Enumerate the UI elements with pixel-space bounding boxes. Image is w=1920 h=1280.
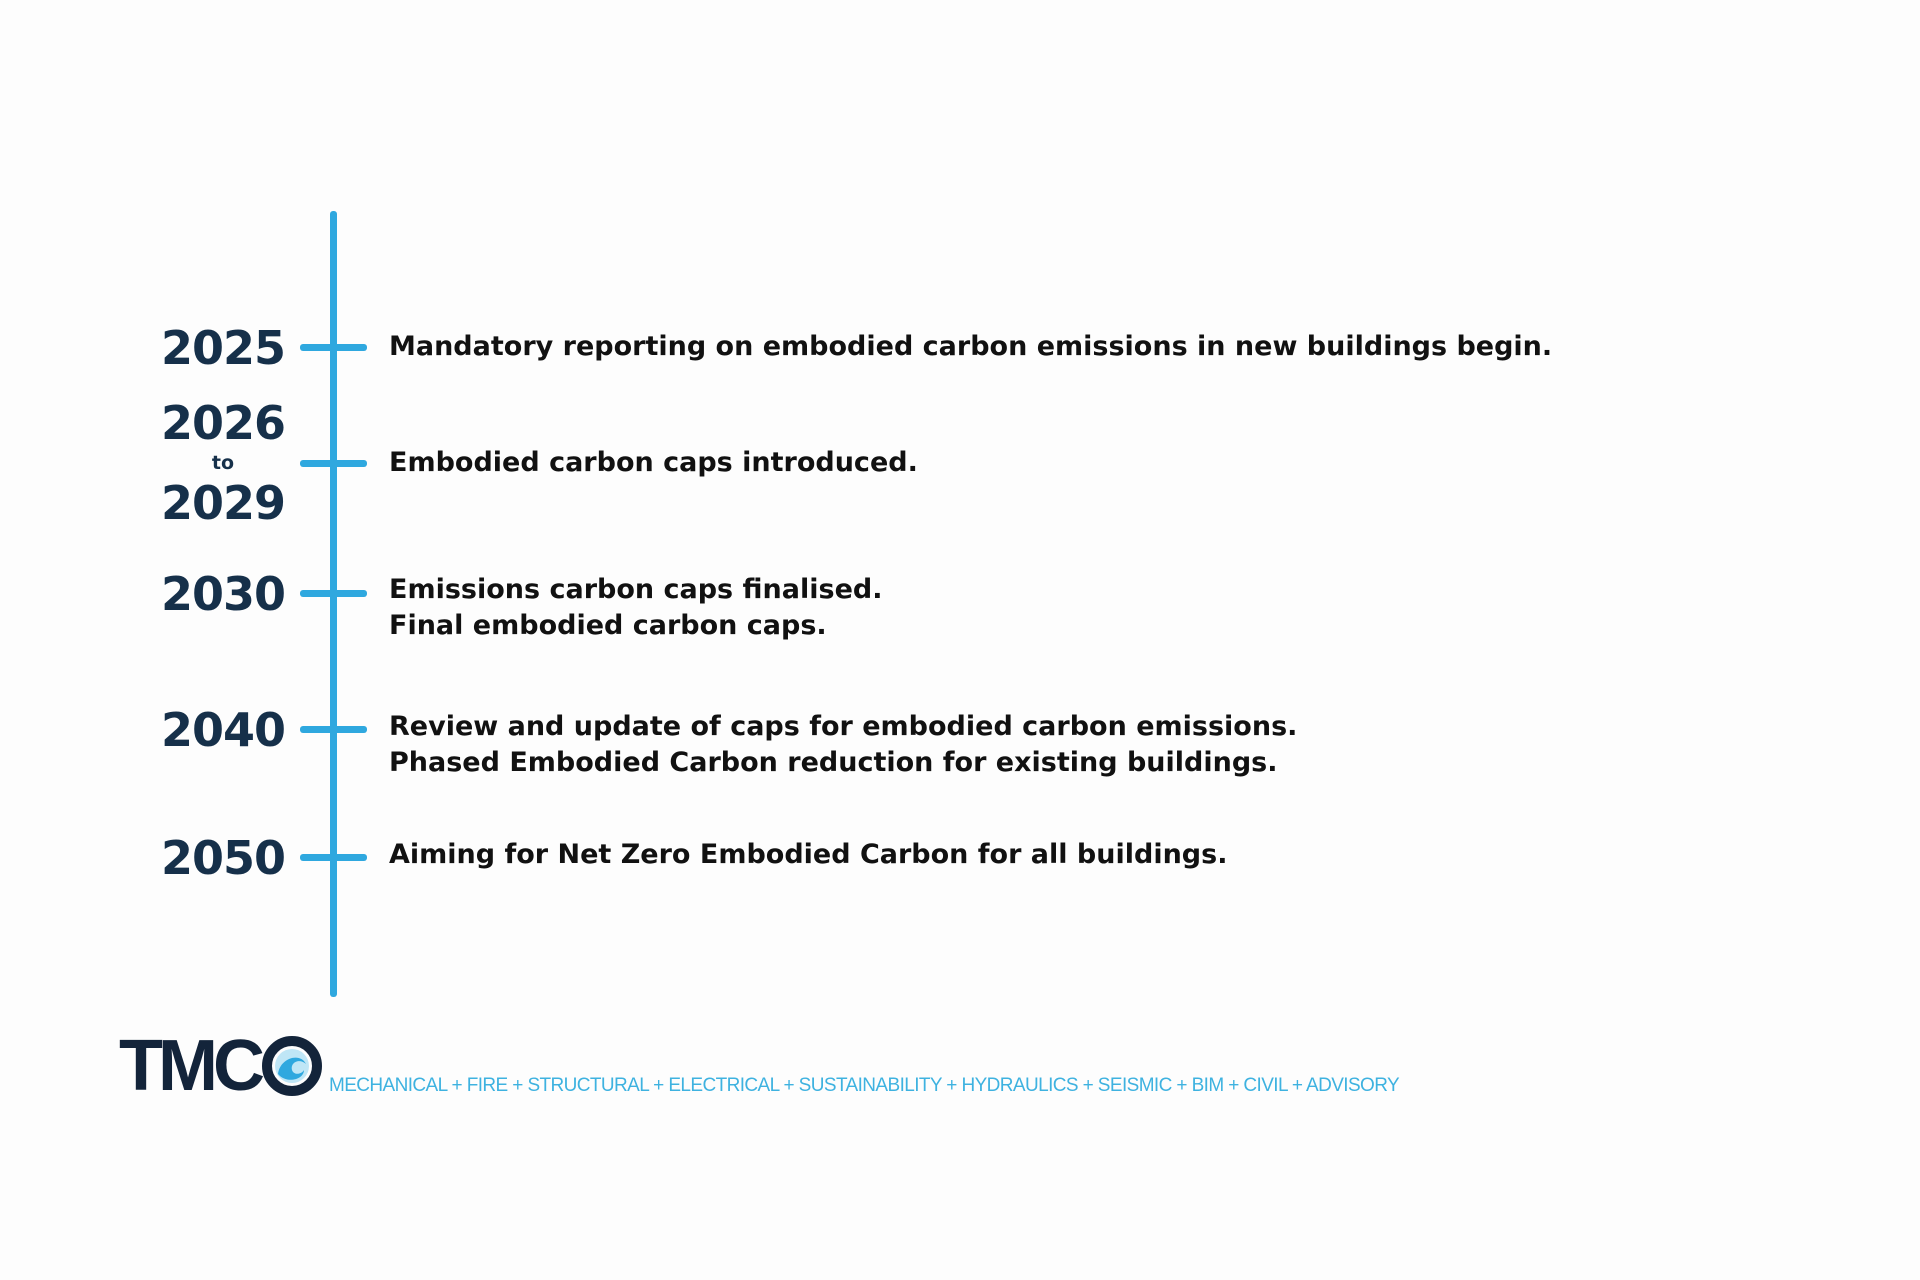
tmco-logo [119,1026,324,1106]
logo-wordmark: TMC [119,1026,260,1106]
timeline-tick-2026-2029 [300,460,367,467]
milestone-line: Phased Embodied Carbon reduction for existing buildings. [389,747,1278,778]
logo-wave-o-icon [260,1036,324,1096]
milestone-line: Embodied carbon caps introduced. [389,447,918,478]
year-label-2025: 2025 [160,321,285,375]
milestone-line: Final embodied carbon caps. [389,610,827,641]
year-end: 2029 [160,476,285,530]
timeline-tick-2025 [300,344,367,351]
milestone-2025 [389,329,1552,365]
year-start: 2026 [160,396,285,450]
year-range-2026-2029 [161,395,285,531]
timeline-tick-2040 [300,726,367,733]
milestone-line: Aiming for Net Zero Embodied Carbon for all buildings. [389,839,1228,870]
milestone-line: Mandatory reporting on embodied carbon emissions in new buildings begin. [389,331,1553,362]
milestone-2026-2029 [389,445,918,481]
milestone-2030 [389,572,882,644]
year-label-2030: 2030 [160,567,285,621]
timeline-tick-2050 [300,854,367,861]
timeline-tick-2030 [300,590,367,597]
year-connector: to [211,452,235,474]
services-tagline: MECHANICAL + FIRE + STRUCTURAL + ELECTRICAL + SUSTAINABILITY + HYDRAULICS + SEISMIC + BIM + CIVIL + ADVISORY [329,1075,1400,1096]
year-label-2040: 2040 [160,703,285,757]
year-label-2050: 2050 [160,831,285,885]
milestone-line: Emissions carbon caps finalised. [389,574,883,605]
milestone-line: Review and update of caps for embodied carbon emissions. [389,711,1298,742]
timeline-axis [330,211,337,997]
milestone-2040 [389,709,1297,781]
milestone-2050 [389,837,1227,873]
